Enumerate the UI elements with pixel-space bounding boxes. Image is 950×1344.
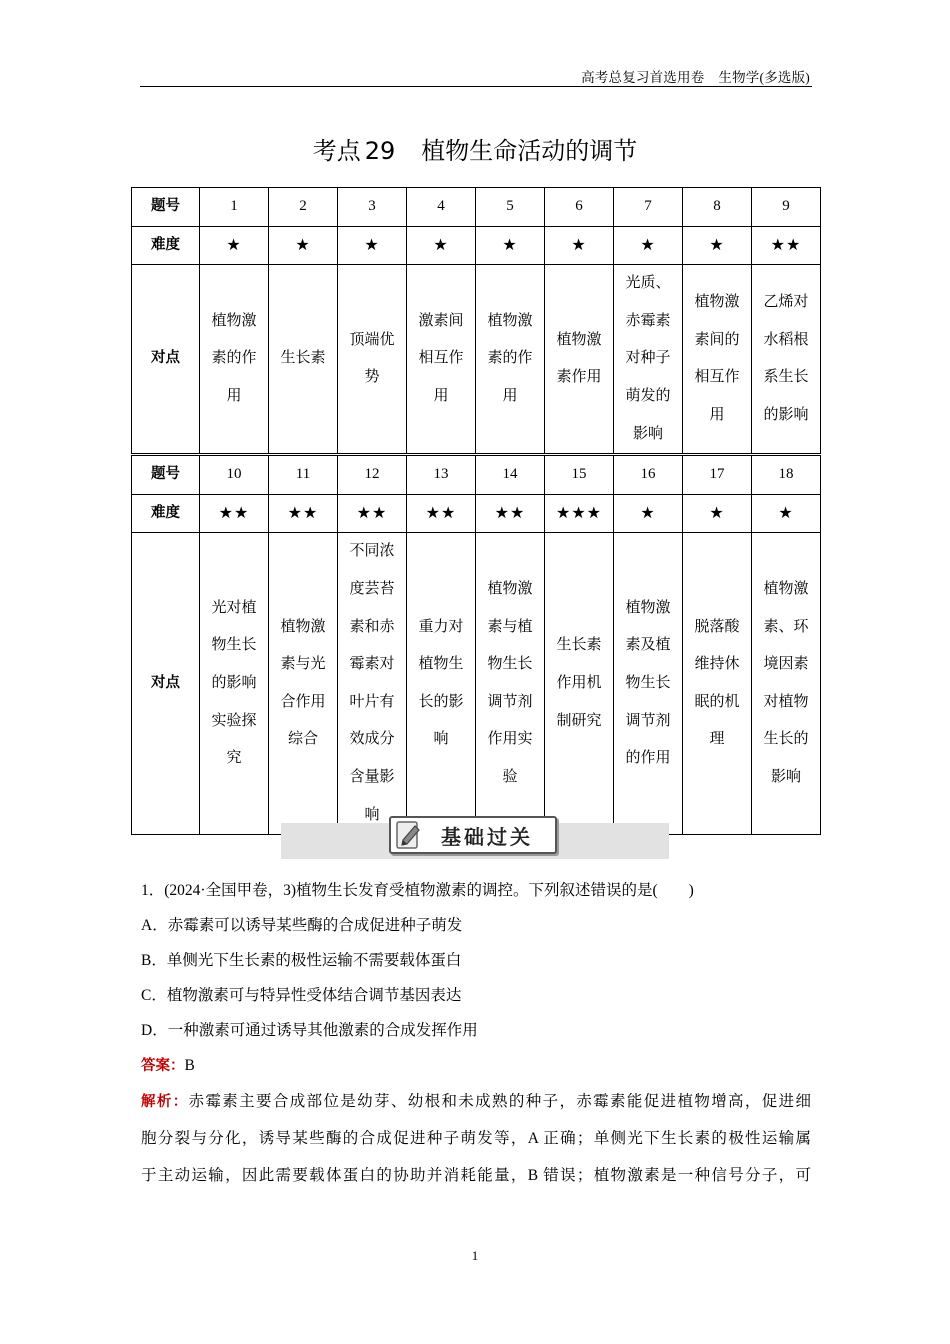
title-prefix: 考点 xyxy=(312,137,361,165)
topic-line: 验 xyxy=(502,768,518,785)
question-number-cell: 18 xyxy=(752,455,821,495)
difficulty-stars-cell: ★★ xyxy=(407,494,476,533)
topic-line: 物生长 xyxy=(211,637,257,654)
topic-cell xyxy=(614,265,683,455)
option-d: D．一种激素可通过诱导其他激素的合成发挥作用 xyxy=(141,1022,478,1039)
row-label-topic: 对点 xyxy=(132,265,200,455)
topic-line: 维持休 xyxy=(694,656,740,673)
topic-line: 光质、 xyxy=(625,275,671,292)
topic-line: 相互作 xyxy=(418,350,464,367)
difficulty-stars-cell: ★ xyxy=(338,226,407,265)
question-number-cell: 11 xyxy=(269,455,338,495)
row-label-number: 题号 xyxy=(132,188,200,227)
table-row-number xyxy=(132,188,821,227)
difficulty-stars-cell: ★ xyxy=(683,226,752,265)
topic-line: 用 xyxy=(709,406,725,423)
topic-line: 素作用 xyxy=(556,369,602,386)
topic-line: 物生长 xyxy=(625,674,671,691)
table-row-topic xyxy=(132,533,821,835)
header-book: 高考总复习首选用卷 xyxy=(581,70,705,85)
title-number: 29 xyxy=(364,137,396,165)
question-number-cell: 16 xyxy=(614,455,683,495)
table-row-number xyxy=(132,455,821,495)
topic-line: 的影响 xyxy=(211,674,257,691)
topic-line: 乙烯对 xyxy=(763,293,809,310)
topic-line: 长的影 xyxy=(418,693,464,710)
topic-cell xyxy=(407,533,476,835)
difficulty-stars-cell: ★★ xyxy=(269,494,338,533)
topic-line: 水稻根 xyxy=(763,331,809,348)
topic-cell xyxy=(269,533,338,835)
question-number-cell: 1 xyxy=(200,188,269,227)
topic-line: 实验探 xyxy=(211,712,257,729)
topic-line: 响 xyxy=(364,806,380,823)
topic-cell xyxy=(545,533,614,835)
option-c: C．植物激素可与特异性受体结合调节基因表达 xyxy=(141,987,462,1004)
topic-line: 叶片有 xyxy=(349,693,395,710)
topic-line: 的影响 xyxy=(763,406,809,423)
topic-line: 素及植 xyxy=(625,637,671,654)
question-number-cell: 3 xyxy=(338,188,407,227)
topic-cell xyxy=(338,265,407,455)
row-label-topic: 对点 xyxy=(132,533,200,835)
topic-cell xyxy=(476,533,545,835)
difficulty-stars-cell: ★ xyxy=(407,226,476,265)
difficulty-stars-cell: ★ xyxy=(614,226,683,265)
topic-cell xyxy=(476,265,545,455)
topic-line: 作用实 xyxy=(487,731,533,748)
explanation-label: 解析： xyxy=(141,1094,189,1110)
question-number-cell: 6 xyxy=(545,188,614,227)
question-number-cell: 8 xyxy=(683,188,752,227)
topic-line: 势 xyxy=(364,369,380,386)
topic-line: 萌发的 xyxy=(625,387,671,404)
difficulty-stars-cell: ★ xyxy=(476,226,545,265)
header-rule xyxy=(140,86,812,87)
topic-cell xyxy=(200,265,269,455)
question-number-cell: 17 xyxy=(683,455,752,495)
topic-line: 调节剂 xyxy=(625,712,671,729)
topic-line: 物生长 xyxy=(487,656,533,673)
option-a: A．赤霉素可以诱导某些酶的合成促进种子萌发 xyxy=(141,917,463,934)
question-number-cell: 14 xyxy=(476,455,545,495)
topic-line: 用 xyxy=(226,387,242,404)
explanation-text-1: 赤霉素主要合成部位是幼芽、幼根和未成熟的种子，赤霉素能促进植物增高，促进细 xyxy=(188,1093,811,1110)
topic-line: 植物激 xyxy=(487,580,533,597)
explanation-line-2: 胞分裂与分化，诱导某些酶的合成促进种子萌发等，A 正确；单侧光下生长素的极性运输属 xyxy=(141,1130,811,1147)
topic-line: 响 xyxy=(433,731,449,748)
topic-line: 效成分 xyxy=(349,731,395,748)
answer-label: 答案： xyxy=(141,1058,185,1074)
topic-line: 眠的机 xyxy=(694,693,740,710)
question-number-cell: 9 xyxy=(752,188,821,227)
topic-line: 素、环 xyxy=(763,618,809,635)
difficulty-stars-cell: ★ xyxy=(614,494,683,533)
answer xyxy=(141,1054,195,1075)
topic-line: 生长素 xyxy=(556,637,602,654)
topic-line: 用 xyxy=(433,387,449,404)
topic-line: 不同浓 xyxy=(349,543,395,560)
topic-line: 影响 xyxy=(632,425,663,442)
section-banner-label xyxy=(389,816,557,854)
question-number-cell: 13 xyxy=(407,455,476,495)
topic-line: 脱落酸 xyxy=(694,618,740,635)
option-b: B．单侧光下生长素的极性运输不需要载体蛋白 xyxy=(141,952,462,969)
topic-line: 素与光 xyxy=(280,656,326,673)
question-number-cell: 10 xyxy=(200,455,269,495)
explanation-line-3: 于主动运输，因此需要载体蛋白的协助并消耗能量，B 错误；植物激素是一种信号分子，可 xyxy=(141,1167,811,1184)
topic-cell xyxy=(545,265,614,455)
topic-line: 植物激 xyxy=(625,599,671,616)
difficulty-stars-cell: ★★★ xyxy=(545,494,614,533)
question-number-cell: 7 xyxy=(614,188,683,227)
difficulty-stars-cell: ★★ xyxy=(200,494,269,533)
explanation-line-1 xyxy=(141,1089,811,1111)
topic-line: 度芸苔 xyxy=(349,580,395,597)
topic-line: 霉素对 xyxy=(349,656,395,673)
topic-line: 生长素 xyxy=(280,350,326,367)
topic-line: 素间的 xyxy=(694,331,740,348)
topic-line: 相互作 xyxy=(694,369,740,386)
question-number-cell: 12 xyxy=(338,455,407,495)
table-row-topic xyxy=(132,265,821,455)
topic-line: 作用机 xyxy=(556,674,602,691)
topic-line: 植物激 xyxy=(694,293,740,310)
topic-cell xyxy=(752,265,821,455)
topic-line: 生长的 xyxy=(763,731,809,748)
pencil-icon xyxy=(395,820,423,850)
topic-line: 植物激 xyxy=(487,312,533,329)
difficulty-stars-cell: ★ xyxy=(545,226,614,265)
topic-line: 对种子 xyxy=(625,350,671,367)
topic-line: 素和赤 xyxy=(349,618,395,635)
topic-line: 的作用 xyxy=(625,750,671,767)
topic-cell xyxy=(752,533,821,835)
question-number-cell: 15 xyxy=(545,455,614,495)
row-label-difficulty: 难度 xyxy=(132,226,200,265)
table-row-difficulty xyxy=(132,494,821,533)
topic-line: 制研究 xyxy=(556,712,602,729)
question-number-cell: 2 xyxy=(269,188,338,227)
topic-line: 影响 xyxy=(770,768,801,785)
topic-line: 赤霉素 xyxy=(625,312,671,329)
topic-cell xyxy=(338,533,407,835)
title-topic: 植物生命活动的调节 xyxy=(421,137,638,165)
difficulty-stars-cell: ★ xyxy=(200,226,269,265)
topic-line: 素与植 xyxy=(487,618,533,635)
topic-line: 植物激 xyxy=(763,580,809,597)
topic-line: 理 xyxy=(709,731,725,748)
topic-line: 植物生 xyxy=(418,656,464,673)
topic-cell xyxy=(683,533,752,835)
topic-cell xyxy=(269,265,338,455)
difficulty-stars-cell: ★★ xyxy=(752,226,821,265)
question-number-cell: 5 xyxy=(476,188,545,227)
topic-line: 境因素 xyxy=(763,656,809,673)
topic-line: 究 xyxy=(226,750,242,767)
topic-line: 重力对 xyxy=(418,618,464,635)
topic-line: 含量影 xyxy=(349,768,395,785)
topic-line: 合作用 xyxy=(280,693,326,710)
page-title xyxy=(0,131,950,166)
topic-line: 植物激 xyxy=(556,331,602,348)
topic-line: 光对植 xyxy=(211,599,257,616)
difficulty-stars-cell: ★ xyxy=(752,494,821,533)
difficulty-stars-cell: ★ xyxy=(269,226,338,265)
topic-line: 素的作 xyxy=(211,350,257,367)
row-label-difficulty: 难度 xyxy=(132,494,200,533)
topic-line: 植物激 xyxy=(280,618,326,635)
topic-cell xyxy=(200,533,269,835)
header-subject: 生物学(多选版) xyxy=(718,70,810,85)
answer-value: B xyxy=(184,1057,195,1074)
topic-line: 顶端优 xyxy=(349,331,395,348)
question-number-cell: 4 xyxy=(407,188,476,227)
topic-cell xyxy=(614,533,683,835)
question-stem: 1．(2024·全国甲卷，3)植物生长发育受植物激素的调控。下列叙述错误的是( ) xyxy=(141,882,694,899)
topic-line: 对植物 xyxy=(763,693,809,710)
row-label-number: 题号 xyxy=(132,455,200,495)
page-number: 1 xyxy=(471,1248,479,1263)
section-title: 基础过关 xyxy=(441,825,533,849)
topic-cell xyxy=(407,265,476,455)
topic-line: 激素间 xyxy=(418,312,464,329)
difficulty-stars-cell: ★★ xyxy=(338,494,407,533)
difficulty-stars-cell: ★★ xyxy=(476,494,545,533)
topic-line: 素的作 xyxy=(487,350,533,367)
topic-line: 系生长 xyxy=(763,369,809,386)
topic-line: 植物激 xyxy=(211,312,257,329)
table-row-difficulty xyxy=(132,226,821,265)
topic-line: 综合 xyxy=(287,731,318,748)
difficulty-stars-cell: ★ xyxy=(683,494,752,533)
topic-table xyxy=(131,187,821,835)
running-header xyxy=(567,66,810,86)
topic-line: 用 xyxy=(502,387,518,404)
topic-line: 调节剂 xyxy=(487,693,533,710)
topic-cell xyxy=(683,265,752,455)
